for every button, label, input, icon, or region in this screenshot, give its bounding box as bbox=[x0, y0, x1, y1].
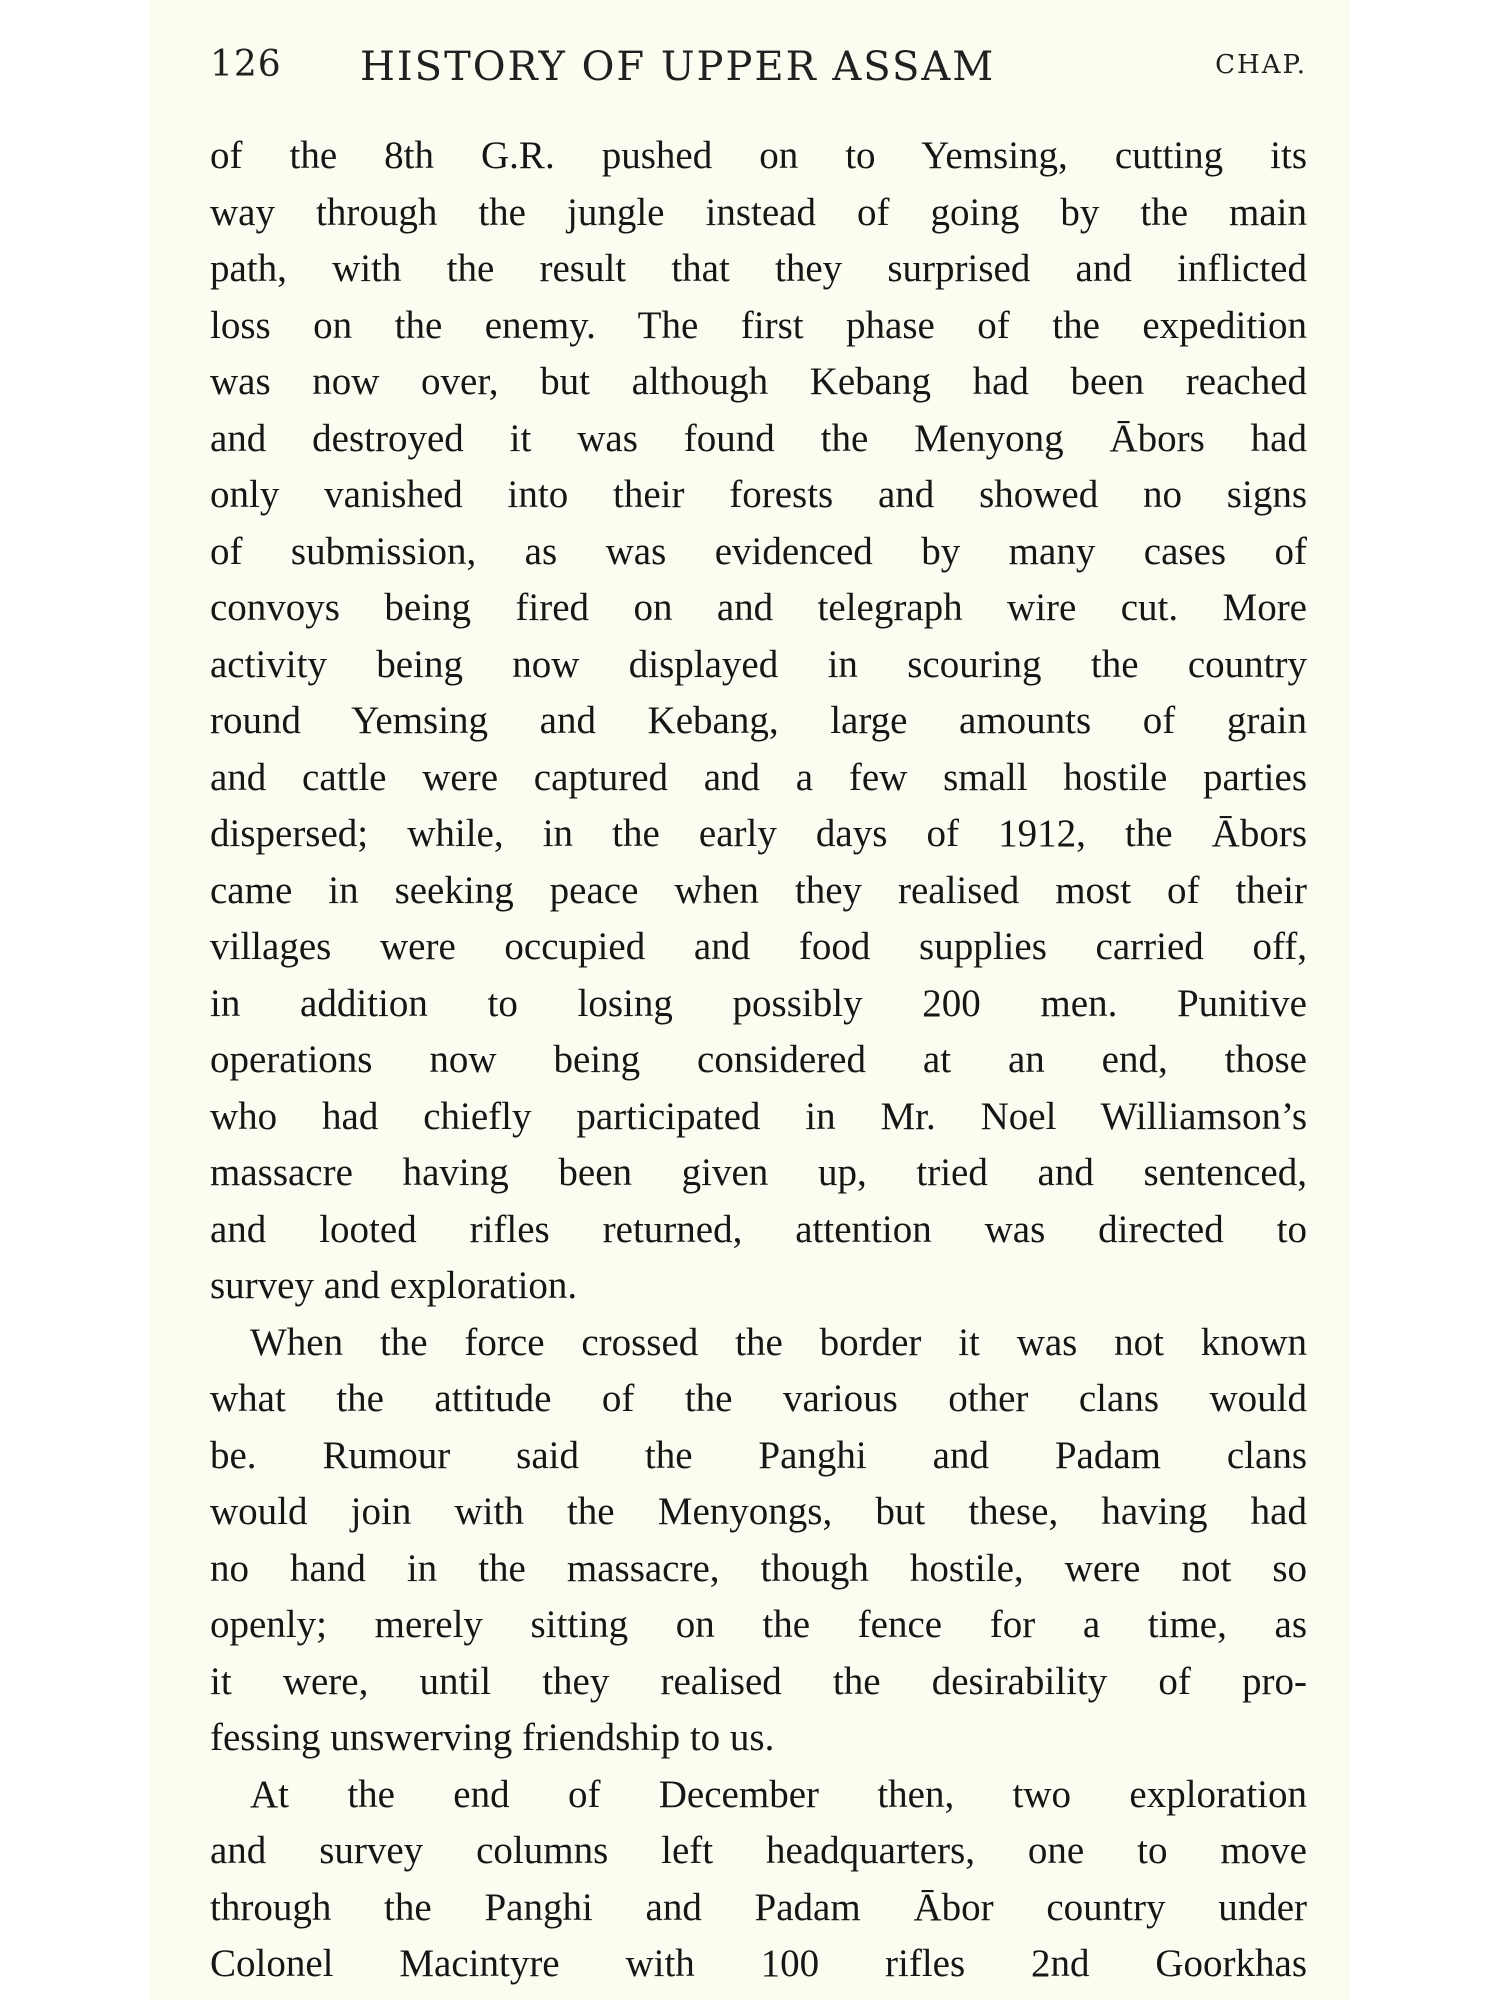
text-line: Colonel Macintyre with 100 rifles 2nd Goorkhas bbox=[210, 1942, 1307, 1985]
text-line: was now over, but although Kebang had been reached bbox=[210, 360, 1307, 403]
paragraph-1 bbox=[210, 128, 1307, 1315]
text-line: convoys being fired on and telegraph wire cut. More bbox=[210, 586, 1307, 629]
text-line: When the force crossed the border it was not known bbox=[250, 1320, 1307, 1364]
text-line: villages were occupied and food supplies carried off, bbox=[210, 925, 1307, 968]
text-line: massacre having been given up, tried and sentenced, bbox=[210, 1151, 1307, 1194]
text-line: way through the jungle instead of going by the main bbox=[210, 190, 1307, 234]
text-line: loss on the enemy. The first phase of the expedition bbox=[210, 303, 1307, 347]
chapter-label: CHAP. bbox=[1215, 50, 1307, 80]
text-line: no hand in the massacre, though hostile, were not so bbox=[210, 1546, 1307, 1590]
paragraph-3 bbox=[210, 1767, 1307, 1993]
text-line: and cattle were captured and a few small hostile parties bbox=[210, 755, 1307, 799]
text-line: through the Panghi and Padam Ābor country under bbox=[210, 1885, 1307, 1929]
text-line: of the 8th G.R. pushed on to Yemsing, cutting its bbox=[210, 134, 1307, 177]
paragraph-2 bbox=[210, 1315, 1307, 1767]
text-line: survey and exploration. bbox=[210, 1264, 578, 1307]
text-line: would join with the Menyongs, but these, having had bbox=[210, 1490, 1307, 1533]
text-line: what the attitude of the various other clans would bbox=[210, 1377, 1307, 1420]
text-line: in addition to losing possibly 200 men. Punitive bbox=[210, 981, 1307, 1025]
text-line: At the end of December then, two exploration bbox=[250, 1772, 1307, 1816]
text-line: round Yemsing and Kebang, large amounts of grain bbox=[210, 699, 1307, 742]
text-line: and destroyed it was found the Menyong Ābors had bbox=[210, 416, 1307, 460]
text-line: be. Rumour said the Panghi and Padam clans bbox=[210, 1433, 1307, 1477]
text-line: activity being now displayed in scouring the country bbox=[210, 642, 1307, 686]
text-line: openly; merely sitting on the fence for a time, as bbox=[210, 1603, 1307, 1646]
text-line: operations now being considered at an end, those bbox=[210, 1038, 1307, 1081]
text-line: it were, until they realised the desirability of pro- bbox=[210, 1659, 1307, 1703]
text-line: path, with the result that they surprised and inflicted bbox=[210, 247, 1307, 290]
text-line: who had chiefly participated in Mr. Noel Williamson’s bbox=[210, 1094, 1307, 1138]
book-page bbox=[150, 0, 1350, 2000]
text-line: came in seeking peace when they realised most of their bbox=[210, 868, 1307, 912]
text-line: only vanished into their forests and showed no signs bbox=[210, 473, 1307, 516]
text-line: and survey columns left headquarters, one to move bbox=[210, 1829, 1307, 1872]
text-line: fessing unswerving friendship to us. bbox=[210, 1716, 775, 1759]
page-number: 126 bbox=[210, 44, 282, 85]
page-header bbox=[210, 44, 1307, 96]
text-line: of submission, as was evidenced by many cases of bbox=[210, 529, 1307, 573]
body-text bbox=[210, 128, 1307, 1993]
text-line: dispersed; while, in the early days of 1912, the Ābors bbox=[210, 812, 1307, 855]
running-title: HISTORY OF UPPER ASSAM bbox=[360, 44, 996, 90]
text-line: and looted rifles returned, attention was directed to bbox=[210, 1207, 1307, 1251]
